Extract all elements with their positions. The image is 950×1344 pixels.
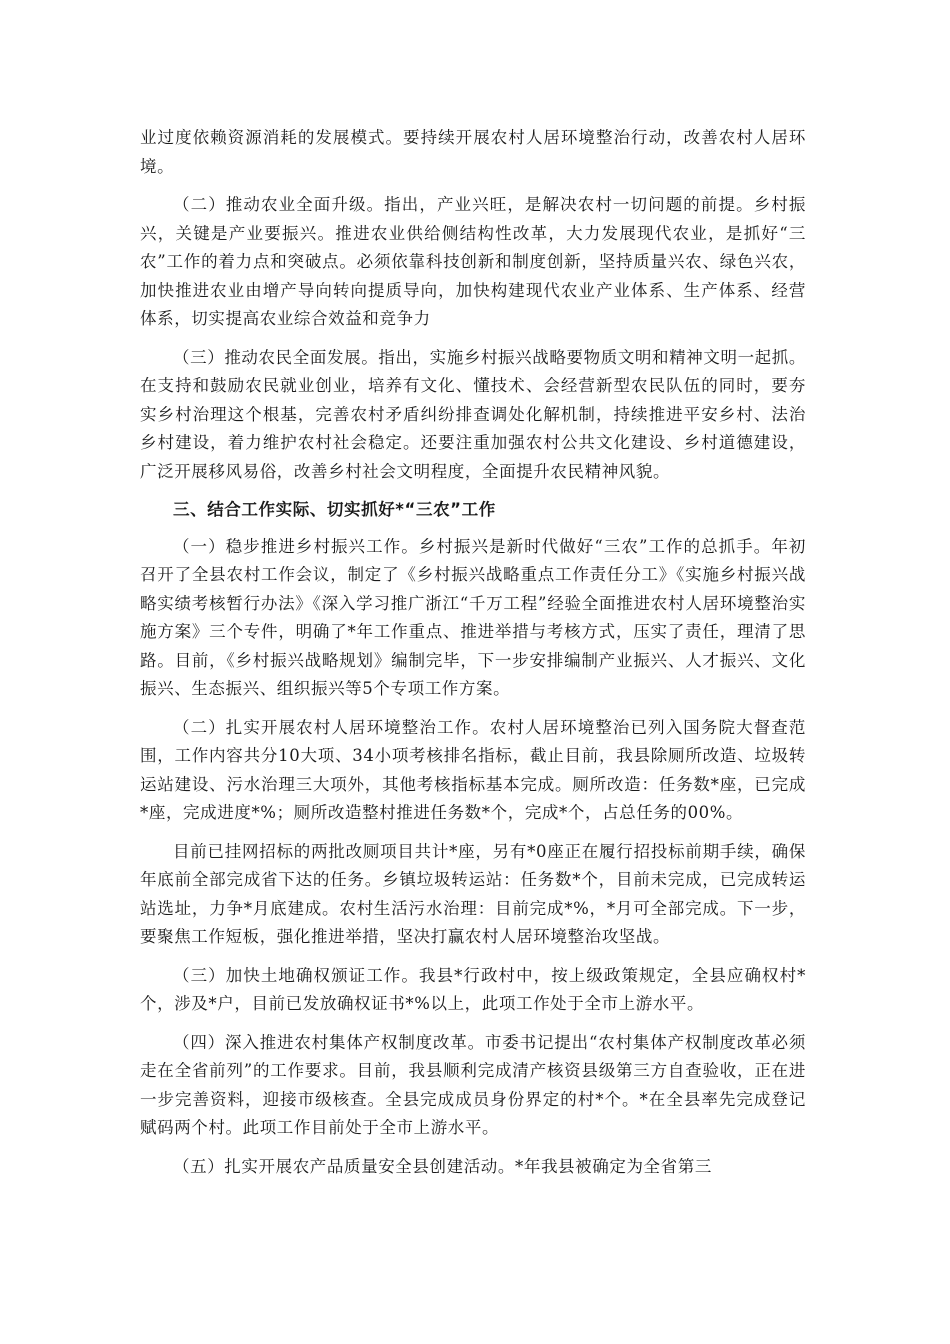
- paragraph-collective-property: （四）深入推进农村集体产权制度改革。市委书记提出“农村集体产权制度改革必须走在全省前列”的工作要求。目前，我县顺利完成清产核资县级第三方自查验收，正在进一步完善资料，迎接市级核查。全县完成成员身份界定的村*个。*在全县率先完成登记赋码两个村。此项工作目前处于全市上游水平。: [140, 1032, 806, 1137]
- paragraph-living-environment: （二）扎实开展农村人居环境整治工作。农村人居环境整治已列入国务院大督查范围，工作内容共分10大项、34小项考核排名指标，截止目前，我县除厕所改造、垃圾转运站建设、污水治理三大项外，其他考核指标基本完成。厕所改造：任务数*座，已完成*座，完成进度*%；厕所改造整村推进任务数*个，完成*个，占总任务的00%。: [140, 717, 806, 822]
- paragraph-product-safety: （五）扎实开展农产品质量安全县创建活动。*年我县被确定为全省第三: [173, 1156, 712, 1176]
- paragraph-land-rights: （三）加快土地确权颁证工作。我县*行政村中，按上级政策规定，全县应确权村*个，涉及*户，目前已发放确权证书*%以上，此项工作处于全市上游水平。: [140, 965, 806, 1013]
- paragraph-agriculture-upgrade: （二）推动农业全面升级。指出，产业兴旺，是解决农村一切问题的前提。乡村振兴，关键是产业要振兴。推进农业供给侧结构性改革，大力发展现代农业，是抓好“三农”工作的着力点和突破点。必须依靠科技创新和制度创新，坚持质量兴农、绿色兴农，加快推进农业由增产导向转向提质导向，加快构建现代农业产业体系、生产体系、经营体系，切实提高农业综合效益和竞争力: [140, 195, 806, 328]
- document-body: [140, 124, 806, 1191]
- paragraph-rural-revitalization: （一）稳步推进乡村振兴工作。乡村振兴是新时代做好“三农”工作的总抓手。年初召开了全县农村工作会议，制定了《乡村振兴战略重点工作责任分工》《实施乡村振兴战略实绩考核暂行办法》《深入学习推广浙江“千万工程”经验全面推进农村人居环境整治实施方案》三个专件，明确了*年工作重点、推进举措与考核方式，压实了责任，理清了思路。目前，《乡村振兴战略规划》编制完毕，下一步安排编制产业振兴、人才振兴、文化振兴、生态振兴、组织振兴等5个专项工作方案。: [140, 536, 806, 698]
- paragraph-toilet-project: 目前已挂网招标的两批改厕项目共计*座，另有*0座正在履行招投标前期手续，确保年底前全部完成省下达的任务。乡镇垃圾转运站：任务数*个，目前未完成，已完成转运站选址，力争*月底建成。农村生活污水治理：目前完成*%，*月可全部完成。下一步，要聚焦工作短板，强化推进举措，坚决打赢农村人居环境整治攻坚战。: [140, 841, 806, 946]
- paragraph-continuation: 业过度依赖资源消耗的发展模式。要持续开展农村人居环境整治行动，改善农村人居环境。: [140, 128, 806, 176]
- section-heading-3: 三、结合工作实际、切实抓好*“三农”工作: [173, 500, 496, 519]
- paragraph-farmer-development: （三）推动农民全面发展。指出，实施乡村振兴战略要物质文明和精神文明一起抓。在支持和鼓励农民就业创业，培养有文化、懂技术、会经营新型农民队伍的同时，要夯实乡村治理这个根基，完善农村矛盾纠纷排查调处化解机制，持续推进平安乡村、法治乡村建设，着力维护农村社会稳定。还要注重加强农村公共文化建设、乡村道德建设，广泛开展移风易俗，改善乡村社会文明程度，全面提升农民精神风貌。: [140, 347, 806, 481]
